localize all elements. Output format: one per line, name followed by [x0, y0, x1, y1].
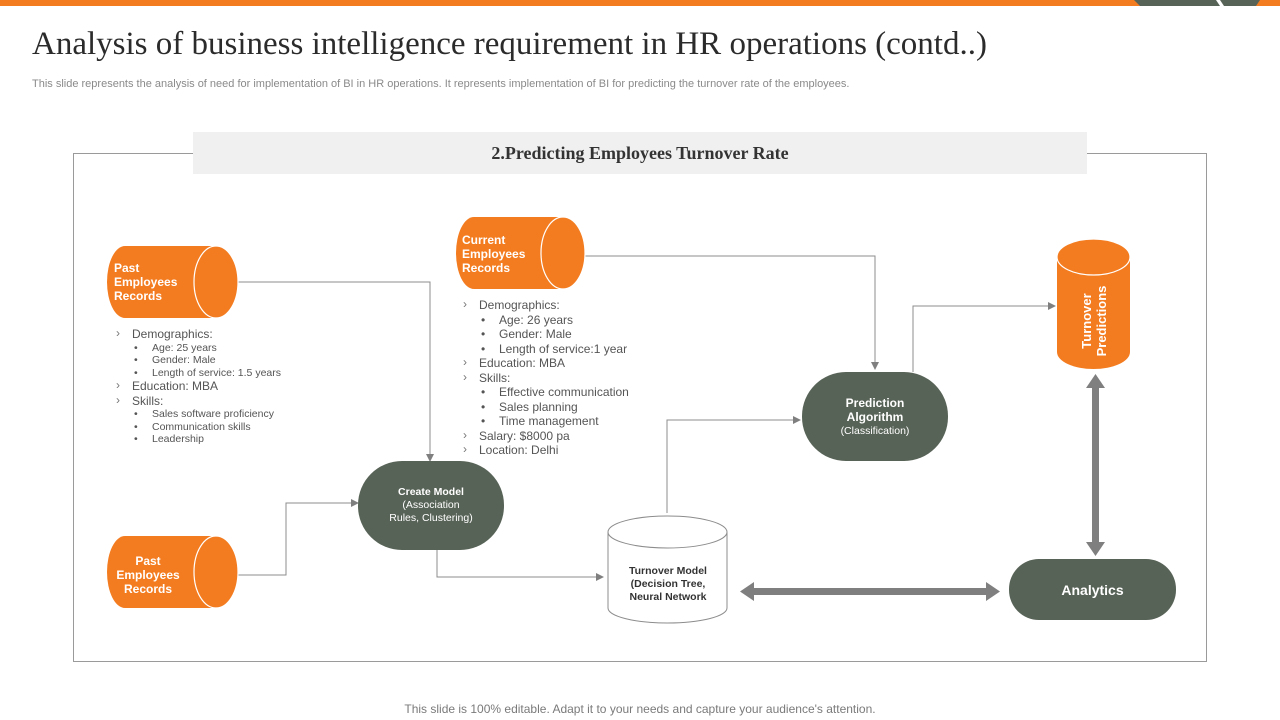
double-arrow-turnover-analytics [740, 582, 1000, 601]
current-records-label [462, 233, 525, 275]
label-line: Past [114, 261, 140, 275]
label-line: Employees [114, 275, 178, 289]
list-item: • Length of service:1 year [461, 342, 721, 357]
slide-subtitle: This slide represents the analysis of need for implementation of BI in HR operations. It represents implementation of BI for predicting the turnover rate of the employees. [32, 78, 850, 90]
list-item: • Communication skills [114, 421, 344, 434]
label-line: Past [135, 554, 161, 568]
node-title: Prediction [845, 395, 905, 410]
node-line: Rules, Clustering) [389, 512, 473, 524]
list-item: › Skills: [461, 371, 721, 386]
label-line: Employees [462, 247, 526, 261]
label-line: Neural Network [629, 591, 707, 603]
connector-past-bottom-to-create [238, 503, 358, 575]
label-line: Records [462, 261, 511, 275]
list-item: › Education: MBA [461, 356, 721, 371]
label-line: Records [114, 289, 163, 303]
turnover-model-label [608, 565, 728, 604]
slide-footer: This slide is 100% editable. Adapt it to your needs and capture your audience's attention. [404, 702, 876, 716]
list-item: › Demographics: [114, 327, 344, 342]
analytics-node [1009, 559, 1176, 620]
slide-title: Analysis of business intelligence requirement in HR operations (contd..) [32, 26, 987, 62]
list-item: • Leadership [114, 433, 344, 446]
list-item: • Age: 26 years [461, 313, 721, 328]
double-arrow-predictions-analytics [1086, 374, 1105, 556]
list-item: › Skills: [114, 394, 344, 409]
current-details-list [461, 298, 721, 458]
label-line: (Decision Tree, [630, 578, 706, 590]
past-records-bottom-label [106, 554, 190, 596]
label-line: Turnover Model [629, 565, 707, 577]
list-item: › Demographics: [461, 298, 721, 313]
turnover-predictions-label [1079, 271, 1109, 371]
list-item: • Sales software proficiency [114, 408, 344, 421]
panel-header: 2.Predicting Employees Turnover Rate [193, 132, 1087, 174]
list-item: • Time management [461, 414, 721, 429]
past-details-list [114, 327, 344, 446]
label-line: Records [123, 582, 173, 596]
label-line: Current [462, 233, 506, 247]
prediction-algorithm-node [802, 372, 948, 461]
list-item: • Age: 25 years [114, 342, 344, 355]
create-model-node [358, 461, 504, 550]
list-item: › Salary: $8000 pa [461, 429, 721, 444]
node-line: (Classification) [840, 424, 910, 437]
connector-create-to-turnover [437, 550, 603, 577]
node-title: Create Model [398, 486, 464, 498]
list-item: • Gender: Male [114, 354, 344, 367]
list-item: • Gender: Male [461, 327, 721, 342]
list-item: › Location: Delhi [461, 443, 721, 458]
node-title: Analytics [1061, 581, 1124, 598]
node-title: Algorithm [846, 409, 904, 424]
label-line: Turnover [1079, 293, 1094, 349]
list-item: › Education: MBA [114, 379, 344, 394]
list-item: • Effective communication [461, 385, 721, 400]
list-item: • Length of service: 1.5 years [114, 367, 344, 380]
label-line: Predictions [1094, 285, 1109, 357]
connector-prediction-to-predictions [913, 306, 1055, 372]
past-records-top-label [114, 261, 177, 303]
label-line: Employees [116, 568, 180, 582]
node-line: (Association [402, 499, 460, 511]
list-item: • Sales planning [461, 400, 721, 415]
